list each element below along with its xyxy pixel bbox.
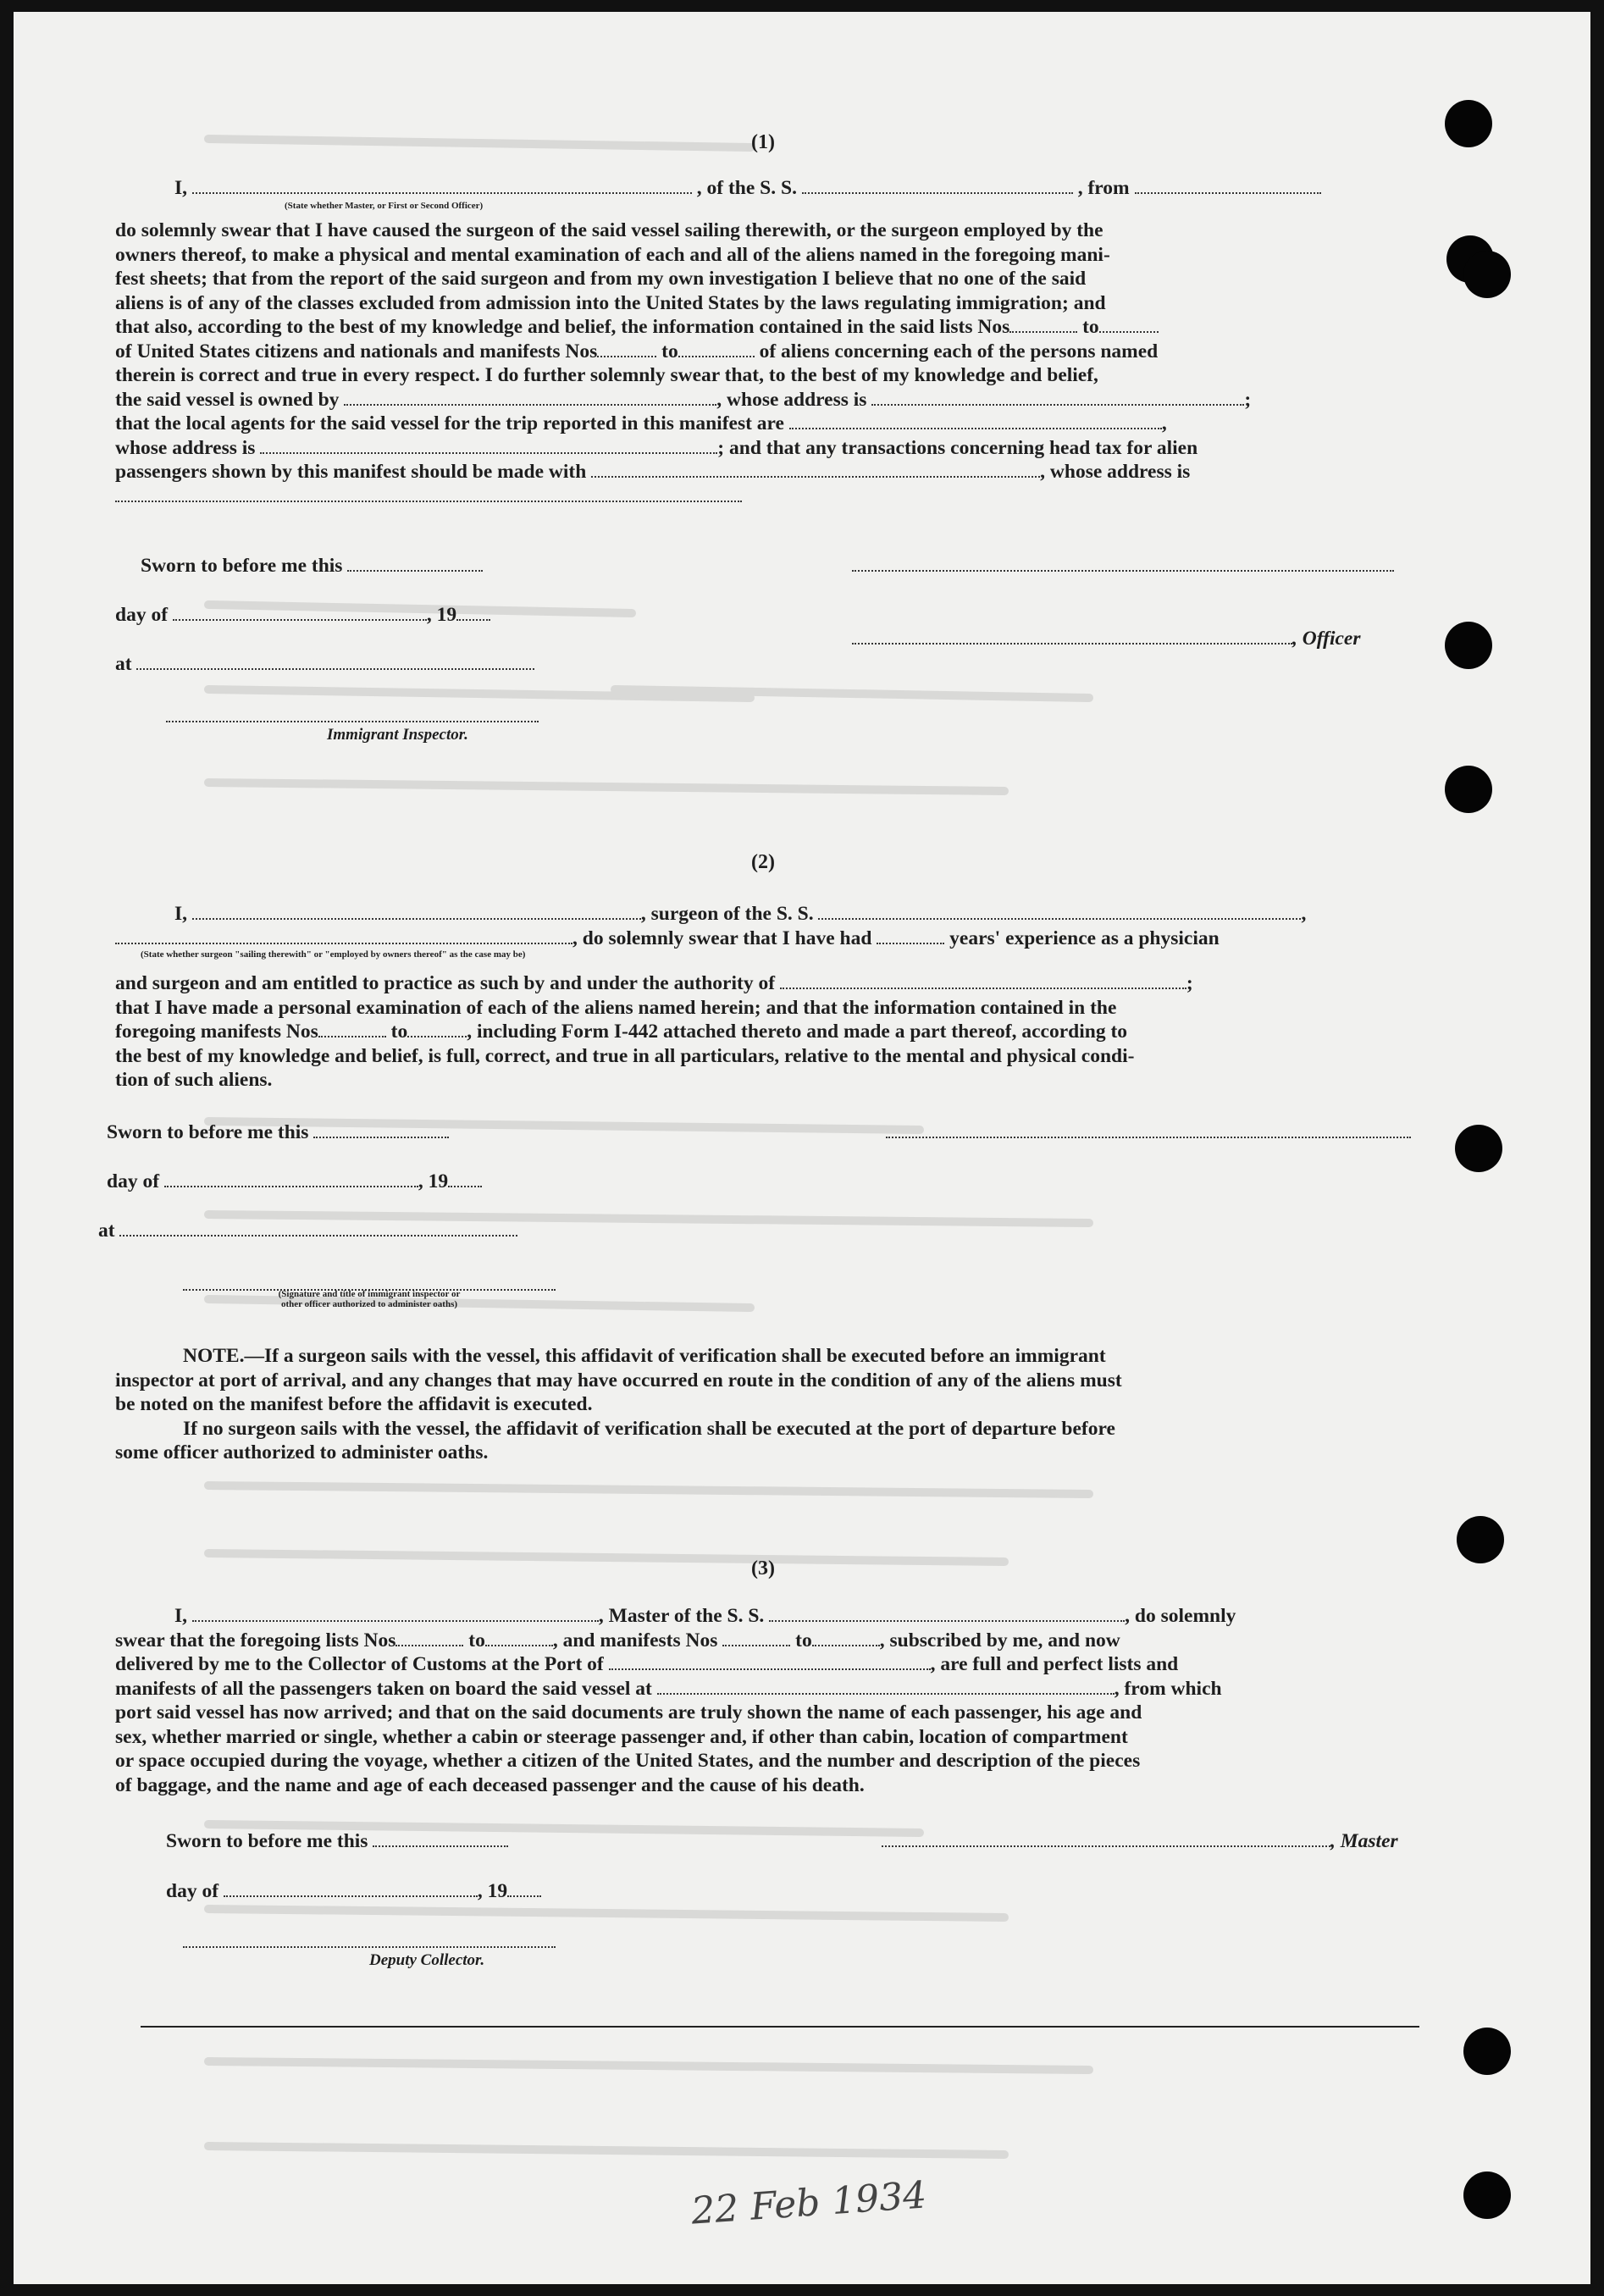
body-line: passengers shown by this manifest should be made with , whose address is [115, 461, 1191, 483]
affidavit3-body [115, 1604, 1411, 1797]
officer-label: , Officer [1292, 628, 1361, 650]
body-line: of United States citizens and nationals and manifests Nos to of aliens concerning each of the persons named [115, 340, 1159, 362]
embark-port-blank[interactable] [657, 1678, 1115, 1695]
body-line: and surgeon and am entitled to practice as such by and under the authority of ; [115, 972, 1193, 994]
from-label: , from [1077, 177, 1130, 199]
ship-name-blank[interactable] [769, 1605, 1125, 1622]
punch-hole [1445, 622, 1492, 669]
collector-label: Deputy Collector. [369, 1951, 485, 1969]
manifests-from-blank[interactable] [722, 1629, 790, 1646]
body-line: that also, according to the best of my knowledge and belief, the information contained in the said lists Nos to [115, 315, 1411, 340]
sworn-day-blank[interactable] [347, 555, 483, 572]
place-blank[interactable] [136, 653, 534, 670]
body-line: fest sheets; that from the report of the said surgeon and from my own investigation I believe that no one of the said [115, 268, 1087, 290]
year-blank[interactable] [448, 1170, 482, 1187]
punch-hole [1463, 251, 1511, 298]
lists-to-blank[interactable] [485, 1629, 553, 1646]
intro-prefix: I, [174, 177, 188, 199]
body-line: port said vessel has now arrived; and that on the said documents are truly shown the name of each passenger, his age and [115, 1701, 1142, 1723]
head-tax-contact-blank[interactable] [591, 461, 1040, 478]
owner-address-blank[interactable] [871, 389, 1244, 406]
month-blank[interactable] [173, 604, 427, 621]
manifests-to-blank[interactable] [678, 340, 755, 357]
officer-signature-blank[interactable] [183, 1274, 556, 1291]
body-line: of baggage, and the name and age of each deceased passenger and the cause of his death. [115, 1773, 865, 1796]
body-line: manifests of all the passengers taken on board the said vessel at , from which [115, 1677, 1222, 1700]
section-number-3: (3) [751, 1557, 775, 1580]
section-number-2: (2) [751, 851, 775, 873]
body-line: therein is correct and true in every respect. I do further solemnly swear that, to the best of my knowledge and belief, [115, 364, 1098, 386]
lists-from-blank[interactable] [1009, 316, 1077, 333]
punch-hole [1457, 1516, 1504, 1563]
body-line: that the local agents for the said vessel for the trip reported in this manifest are , [115, 412, 1167, 434]
document-page [14, 12, 1590, 2284]
sworn-label: Sworn to before me this [141, 555, 343, 577]
body-line: aliens is of any of the classes excluded from admission into the United States by the laws regulating immigration; and [115, 291, 1106, 314]
master-note: (State whether Master, or First or Second Officer) [285, 201, 484, 211]
note-label: NOTE. [183, 1345, 245, 1367]
place-blank[interactable] [119, 1220, 517, 1237]
punch-hole [1455, 1125, 1502, 1172]
signature-note: (Signature and title of immigrant inspector or other officer authorized to administer oaths) [278, 1289, 461, 1309]
owner-blank[interactable] [344, 389, 716, 406]
body-line: delivered by me to the Collector of Customs at the Port of , are full and perfect lists and [115, 1653, 1179, 1675]
surgeon-ship-blank[interactable] [818, 903, 1301, 920]
body-line: the best of my knowledge and belief, is full, correct, and true in all particulars, relative to the mental and physical condi- [115, 1044, 1135, 1067]
year-prefix: 19 [436, 604, 457, 626]
affidavit2-body [115, 971, 1411, 1093]
from-port-blank[interactable] [1135, 177, 1321, 194]
manifests-to-blank[interactable] [812, 1629, 880, 1646]
inspector-label: Immigrant Inspector. [327, 726, 468, 744]
year-blank[interactable] [507, 1880, 541, 1897]
month-blank[interactable] [224, 1880, 478, 1897]
master-name-blank[interactable] [192, 177, 692, 194]
year-blank[interactable] [456, 604, 490, 621]
handwritten-annotation: 22 Feb 1934 [689, 2173, 928, 2233]
body-line: I, , Master of the S. S. , do solemnly [174, 1605, 1236, 1627]
master-label: , Master [1330, 1830, 1398, 1852]
master-name-blank[interactable] [192, 1605, 599, 1622]
month-blank[interactable] [164, 1170, 418, 1187]
body-line: or space occupied during the voyage, whether a citizen of the United States, and the number and description of the pieces [115, 1750, 1141, 1772]
years-experience-blank[interactable] [877, 927, 944, 944]
ship-name-blank[interactable] [802, 177, 1073, 194]
punch-hole [1463, 2172, 1511, 2219]
inspector-signature-blank[interactable] [166, 705, 539, 722]
of-ss-label: , of the S. S. [696, 177, 797, 199]
affidavit1-body [115, 219, 1411, 508]
collector-signature-blank[interactable] [183, 1931, 556, 1948]
body-line: owners thereof, to make a physical and mental examination of each and all of the aliens named in the foregoing mani- [115, 243, 1110, 266]
body-line: that I have made a personal examination of each of the aliens named herein; and that the information contained in the [115, 996, 1117, 1019]
body-line: tion of such aliens. [115, 1069, 273, 1091]
note-block: NOTE.—If a surgeon sails with the vessel, this affidavit of verification shall be executed before an immigrant inspector at port of arrival, and any changes that may have occurred en route in the condition of any of the aliens must be noted on the manifest before the affidavit is executed. If no surgeon sails with the vessel, the affidavit of verification shall be executed at the port of departure before some officer authorized to administer oaths. [115, 1345, 1122, 1463]
agents-address-blank[interactable] [260, 437, 717, 454]
section-number-1: (1) [751, 131, 775, 153]
punch-hole [1463, 2028, 1511, 2075]
manifests-from-blank[interactable] [597, 340, 656, 357]
manifests-to-blank[interactable] [407, 1021, 467, 1037]
manifests-from-blank[interactable] [318, 1021, 386, 1037]
body-line: do solemnly swear that I have caused the surgeon of the said vessel sailing therewith, or the surgeon employed by the [115, 219, 1103, 241]
port-blank[interactable] [609, 1653, 931, 1670]
head-tax-address-blank[interactable] [115, 485, 742, 502]
body-line: whose address is ; and that any transactions concerning head tax for alien [115, 436, 1198, 459]
day-of-label: day of [115, 604, 169, 626]
surgeon-signature-blank[interactable] [886, 1121, 1411, 1138]
body-line: swear that the foregoing lists Nos to , and manifests Nos to , subscribed by me, and now [115, 1629, 1120, 1651]
lists-from-blank[interactable] [395, 1629, 463, 1646]
master-signature-blank[interactable] [882, 1830, 1330, 1847]
at-label: at [115, 653, 132, 675]
punch-hole [1445, 766, 1492, 813]
body-line: foregoing manifests Nos to , including Form I-442 attached thereto and made a part thereof, according to [115, 1021, 1128, 1043]
surgeon-note: (State whether surgeon "sailing therewith" or "employed by owners thereof" as the case may be) [141, 949, 526, 960]
agents-blank[interactable] [789, 412, 1162, 429]
punch-hole [1445, 100, 1492, 147]
officer-signature-blank[interactable] [852, 555, 1394, 572]
surgeon-name-blank[interactable] [192, 903, 641, 920]
sworn-day-blank[interactable] [313, 1121, 449, 1138]
body-line: sex, whether married or single, whether a cabin or steerage passenger and, if other than cabin, location of compartment [115, 1725, 1128, 1748]
affidavit-form: (1) I, , of the S. S. , from (State whether Master, or First or Second Officer) do solemnly swear that I have caused the surgeon of the said vessel sailing therewith, or the surgeon employed by the owners thereof, to make a physical and mental examination of each and all of the aliens named in the foregoing mani- fest sheets; that from the report of the said surgeon and from my own investigation I believe that no one of the said aliens is of any of the classes excluded from admission into the United States by the laws regulating immigration; and that also, according to the best of my knowledge and belief, the information contained in the said lists Nos to of United States citizens and nationals and manifests Nos to of aliens concerning each of the persons named therein is correct and true in every respect. I do further solemnly swear that, to the best of my knowledge and belief, the said vessel is owned by , whose address is ; that the local agents for the said vessel for the trip reported in this manifest are , whose address is ; and that any transactions concerning head tax for alien passengers shown by this manifest should be made with , whose address is Sworn to before me this day of , 19 , Officer at Immigrant Inspector. (2) I, , surgeon of the S. S. , , do solemnly swear that I have had years' experience as a physician (State whether surgeon "sailing therewith" or "employed by owners thereof" as the case may be) and surgeon and am entitled to practice as such by and under the authority of ; that I have made a personal examination of each of the aliens named herein; and that the information contained in the foregoing manifests Nos to , including Form I-442 attached thereto and made a part thereof, according to the best of my knowledge and belief, is full, correct, and true in all particulars, relative to the mental and physical condi- tion of such aliens. Sworn to before me this day of , 19 at (Signature and title of immigrant inspector or other officer authorized to administer oaths) NOTE.—If a surgeon sails with the vessel, this affidavit of verification shall be executed before an immigrant inspector at port of arrival, and any changes that may have occurred en route in the condition of any of the aliens must be noted on the manifest before the affidavit is executed. If no surgeon sails with the vessel, the affidavit of verification shall be executed at the port of departure before some officer authorized to administer oaths. (3) I, , Master of the S. S. , do solemnly swear that the foregoing lists Nos to , and manifests Nos to , subscribed by me, and now delivered by me to the Collector of Customs at the Port of , are full and perfect lists and manifests of all the passengers taken on board the said vessel at , from which port said vessel has now arrived; and that on the said documents are truly shown the name of each passenger, his age and sex, whether married or single, whether a cabin or steerage passenger and, if other than cabin, location of compartment or space occupied during the voyage, whether a citizen of the United States, and the number and description of the pieces of baggage, and the name and age of each deceased passenger and the cause of his death. Sworn to before me this , Master day of , 19 Deputy Collector. [115, 12, 1411, 2284]
surgeon-status-blank[interactable] [115, 927, 572, 944]
bottom-rule [141, 2026, 1419, 2028]
sworn-day-blank[interactable] [373, 1830, 508, 1847]
officer-title-blank[interactable] [852, 628, 1292, 645]
body-line: the said vessel is owned by , whose address is ; [115, 388, 1252, 411]
authority-blank[interactable] [780, 972, 1186, 989]
lists-to-blank[interactable] [1099, 316, 1159, 333]
